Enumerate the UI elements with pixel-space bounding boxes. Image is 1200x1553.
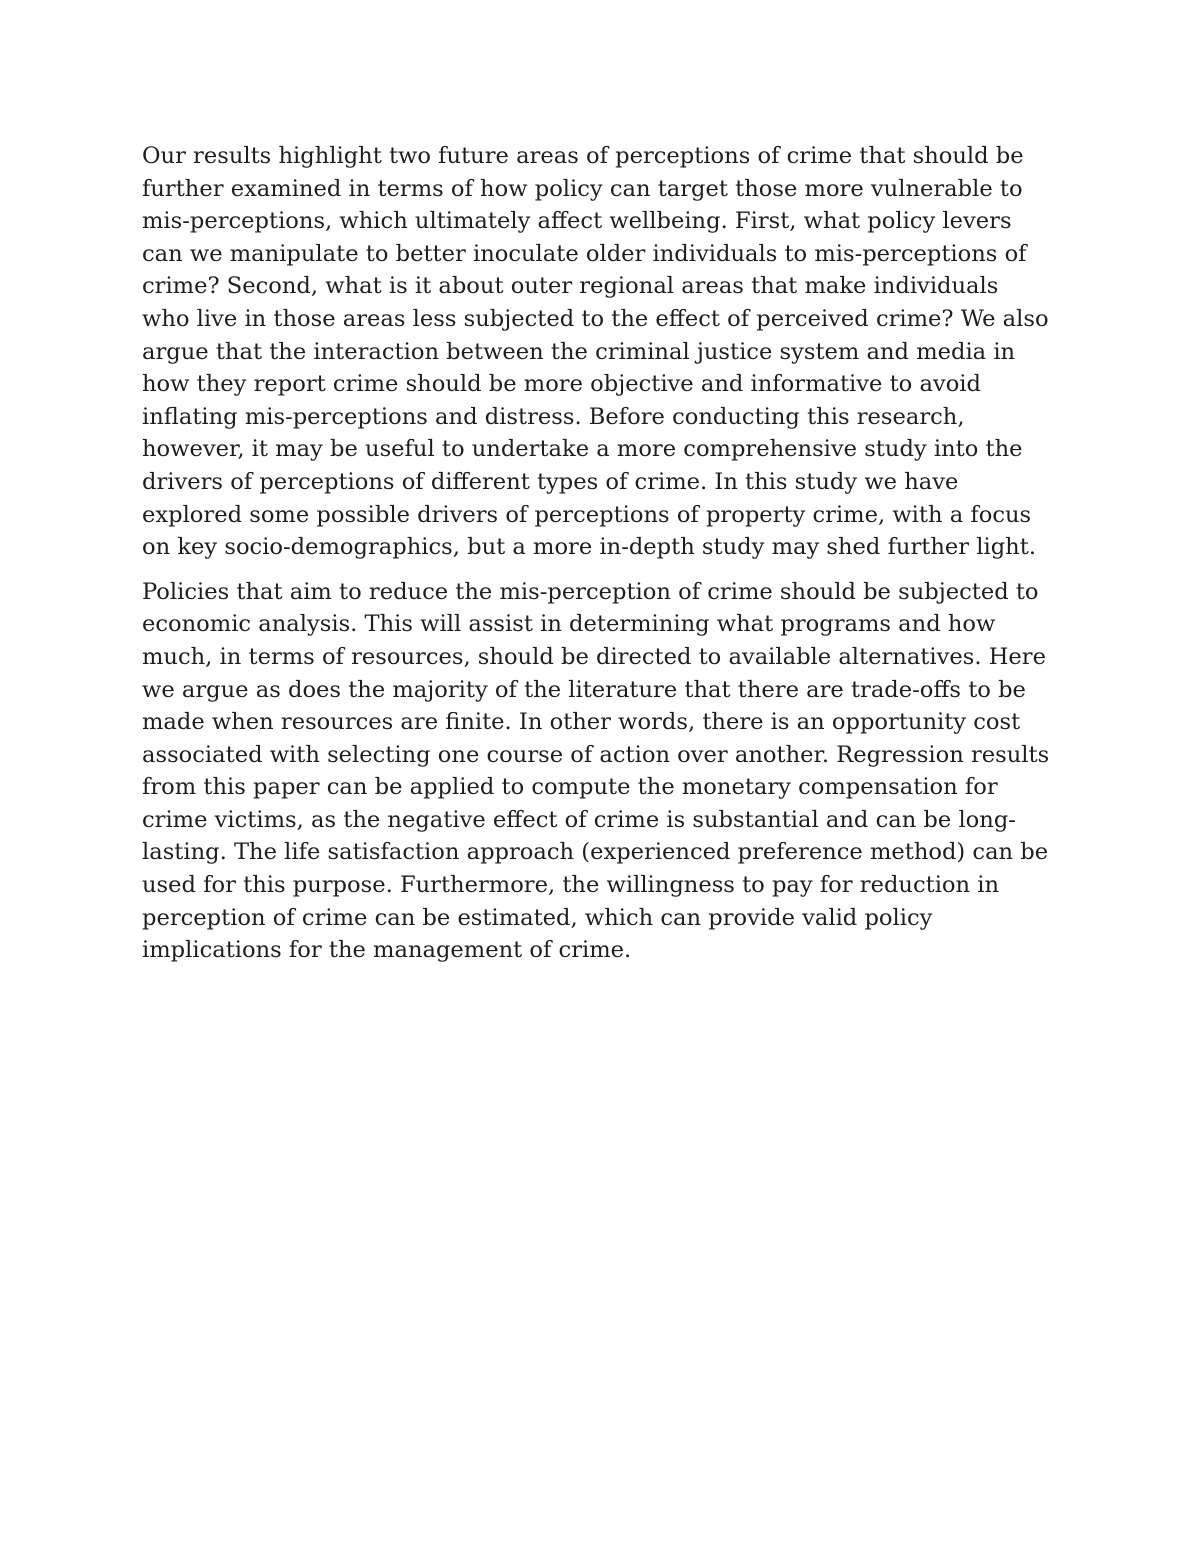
text-line: crime victims, as the negative effect of crime is substantial and can be long-	[142, 806, 1016, 833]
text-line: Policies that aim to reduce the mis-perception of crime should be subjected to	[142, 578, 1039, 605]
text-line: how they report crime should be more objective and informative to avoid	[142, 371, 981, 398]
document-body	[142, 140, 1062, 967]
text-line: from this paper can be applied to compute the monetary compensation for	[142, 774, 998, 801]
text-line: we argue as does the majority of the literature that there are trade-offs to be	[142, 676, 1026, 703]
text-line: used for this purpose. Furthermore, the willingness to pay for reduction in	[142, 872, 1000, 899]
text-line: economic analysis. This will assist in determining what programs and how	[142, 611, 996, 638]
text-line: mis-perceptions, which ultimately affect wellbeing. First, what policy levers	[142, 208, 1012, 235]
text-line: on key socio-demographics, but a more in-depth study may shed further light.	[142, 534, 1036, 561]
text-line: however, it may be useful to undertake a more comprehensive study into the	[142, 436, 1023, 463]
text-line: associated with selecting one course of action over another. Regression results	[142, 741, 1050, 768]
text-line: much, in terms of resources, should be directed to available alternatives. Here	[142, 643, 1046, 670]
text-line: further examined in terms of how policy can target those more vulnerable to	[142, 175, 1023, 202]
text-line: lasting. The life satisfaction approach (experienced preference method) can be	[142, 839, 1049, 866]
text-line: can we manipulate to better inoculate older individuals to mis-perceptions of	[142, 240, 1027, 267]
text-line: made when resources are finite. In other words, there is an opportunity cost	[142, 709, 1021, 736]
text-line: argue that the interaction between the criminal justice system and media in	[142, 338, 1016, 365]
text-line: who live in those areas less subjected to the effect of perceived crime? We also	[142, 305, 1049, 332]
text-line: inflating mis-perceptions and distress. Before conducting this research,	[142, 403, 965, 430]
text-line: implications for the management of crime.	[142, 937, 632, 964]
paragraph-2	[142, 576, 1062, 967]
text-line: Our results highlight two future areas of perceptions of crime that should be	[142, 143, 1024, 169]
text-line: drivers of perceptions of different types of crime. In this study we have	[142, 468, 959, 495]
text-line: crime? Second, what is it about outer regional areas that make individuals	[142, 273, 999, 300]
text-line: explored some possible drivers of perceptions of property crime, with a focus	[142, 501, 1032, 528]
text-line: perception of crime can be estimated, which can provide valid policy	[142, 904, 933, 931]
paragraph-1	[142, 140, 1062, 564]
